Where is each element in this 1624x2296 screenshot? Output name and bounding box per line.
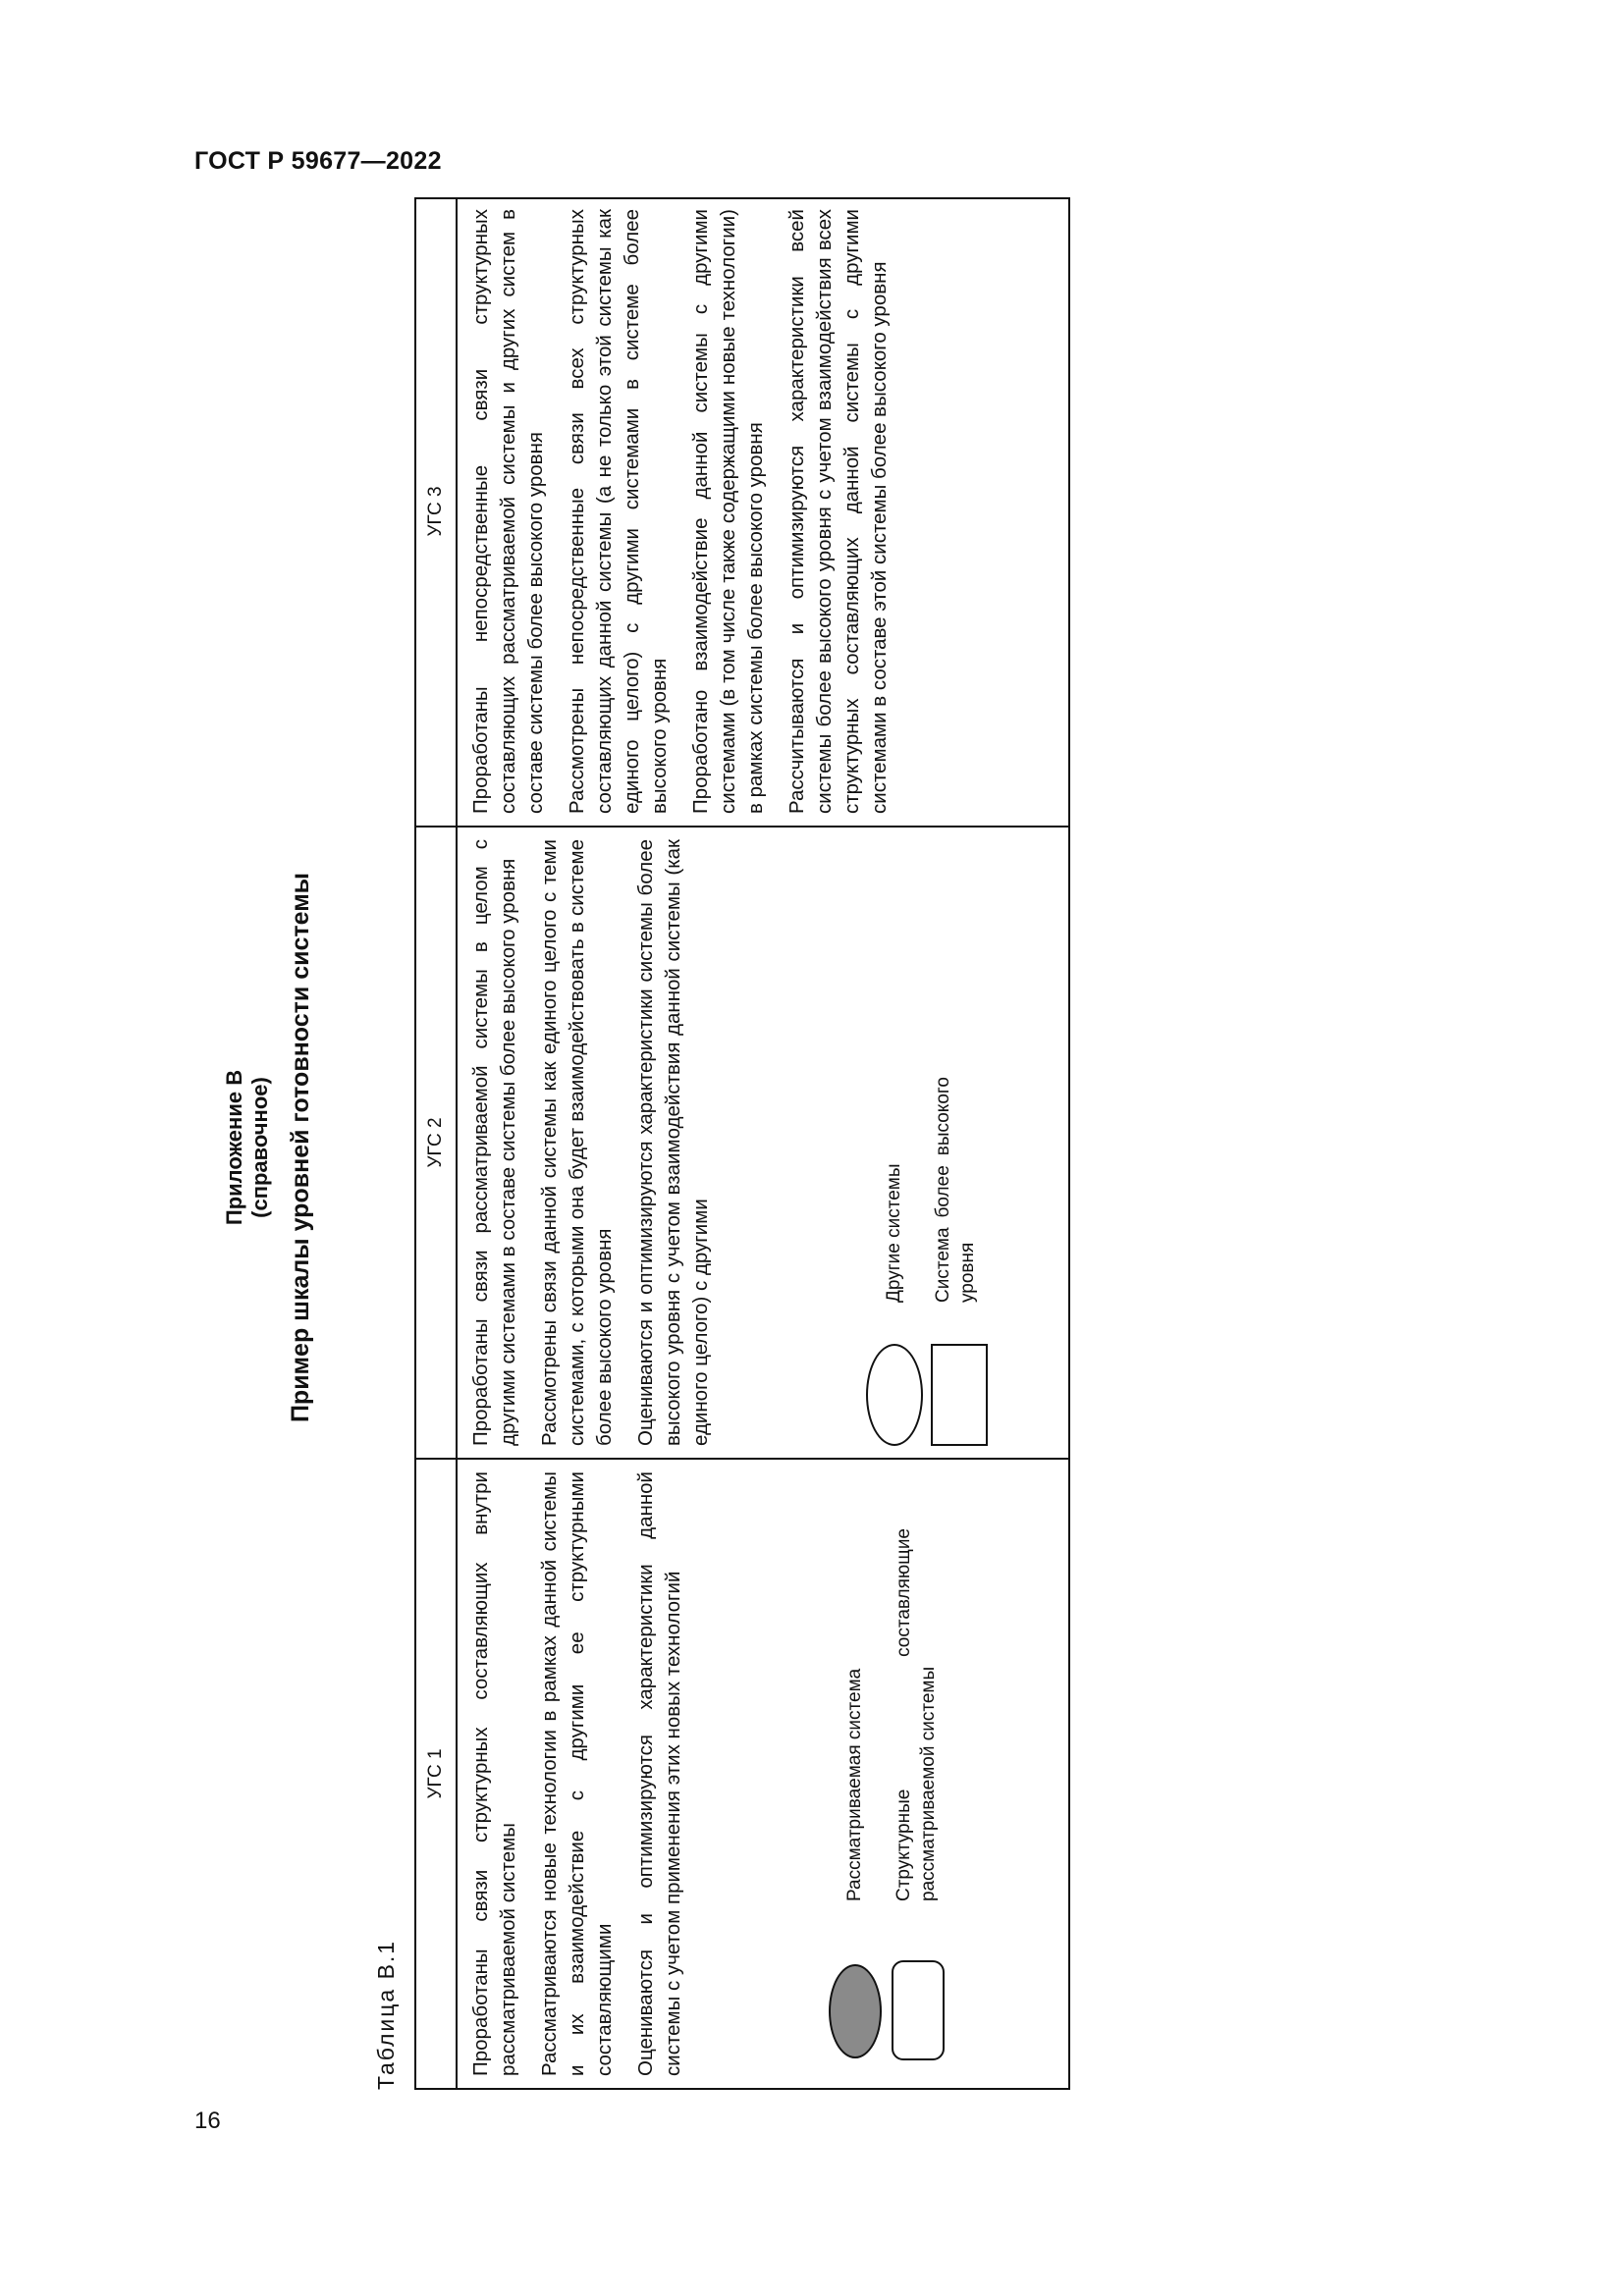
legend-label: Структурные составляющие рассматриваемой системы [893,1528,939,1901]
column-divider [416,1458,1068,1460]
header-cell-ugs3: УГС 3 [425,486,446,537]
appendix-heading: Пример шкалы уровней готовности системы [287,872,314,1423]
cell-paragraph: Проработано взаимодействие данной системы с другими системами (в том числе также содержащими новые технологии) в рамках системы более высокого уровня [689,209,767,814]
cell-paragraph: Рассматриваются новые технологии в рамках данной системы и их взаимодействие с другими ее структурными составляющими [538,1471,616,2076]
cell-paragraph: Проработаны связи рассматриваемой системы в целом с другими системами в составе системы более высокого уровня [469,839,519,1446]
cell-paragraph: Проработаны непосредственные связи структурных составляющих рассматриваемой системы и других систем в составе системы более высокого уровня [469,209,547,814]
legend-label: Система более высокого уровня [933,1077,978,1303]
rotated-page-content [189,166,1151,2129]
page-number: 16 [194,2108,221,2134]
header-cell-ugs2: УГС 2 [425,1117,446,1168]
rounded-rectangle-icon [892,1960,945,2060]
cell-ugs1 [467,1471,1060,2076]
document-header: ГОСТ Р 59677—2022 [194,147,442,175]
legend-label: Рассматриваемая система [844,1668,865,1901]
cell-paragraph: Проработаны связи структурных составляющих внутри рассматриваемой системы [469,1471,519,2076]
table-header-row [416,199,458,2088]
cell-paragraph: Оцениваются и оптимизируются характеристики данной системы с учетом применения этих новых технологий [634,1471,684,2076]
cell-paragraph: Рассмотрены непосредственные связи всех структурных составляющих данной системы (а не только этой системы как единого целого) с другими системами в системе более высокого уровня [566,209,671,814]
header-cell-ugs1: УГС 1 [425,1748,446,1799]
appendix-title-block [222,166,273,2129]
readiness-scale-table [414,197,1070,2090]
table-label: Таблица В.1 [373,1939,399,2090]
white-ellipse-icon [866,1344,923,1446]
cell-paragraph: Рассчитываются и оптимизируются характеристики всей системы более высокого уровня с учетом взаимодействия всех структурных составляющих данной системы с другими системами в составе этой системы более высокого уровня [785,209,891,814]
cell-paragraph: Рассмотрены связи данной системы как единого целого с теми системами, с которыми она будет взаимодействовать в системе более высокого уровня [538,839,616,1446]
gray-ellipse-icon [829,1964,882,2058]
appendix-title: Приложение В [222,1069,246,1226]
appendix-status: (справочное) [247,1077,272,1218]
column-divider [416,826,1068,828]
legend-label: Другие системы [884,1163,904,1303]
cell-ugs2 [467,839,1060,1446]
cell-paragraph: Оцениваются и оптимизируются характеристики системы более высокого уровня с учетом взаимодействия данной системы (как единого целого) с другими [634,839,712,1446]
cell-ugs3 [467,209,1060,814]
rectangle-icon [931,1344,988,1446]
